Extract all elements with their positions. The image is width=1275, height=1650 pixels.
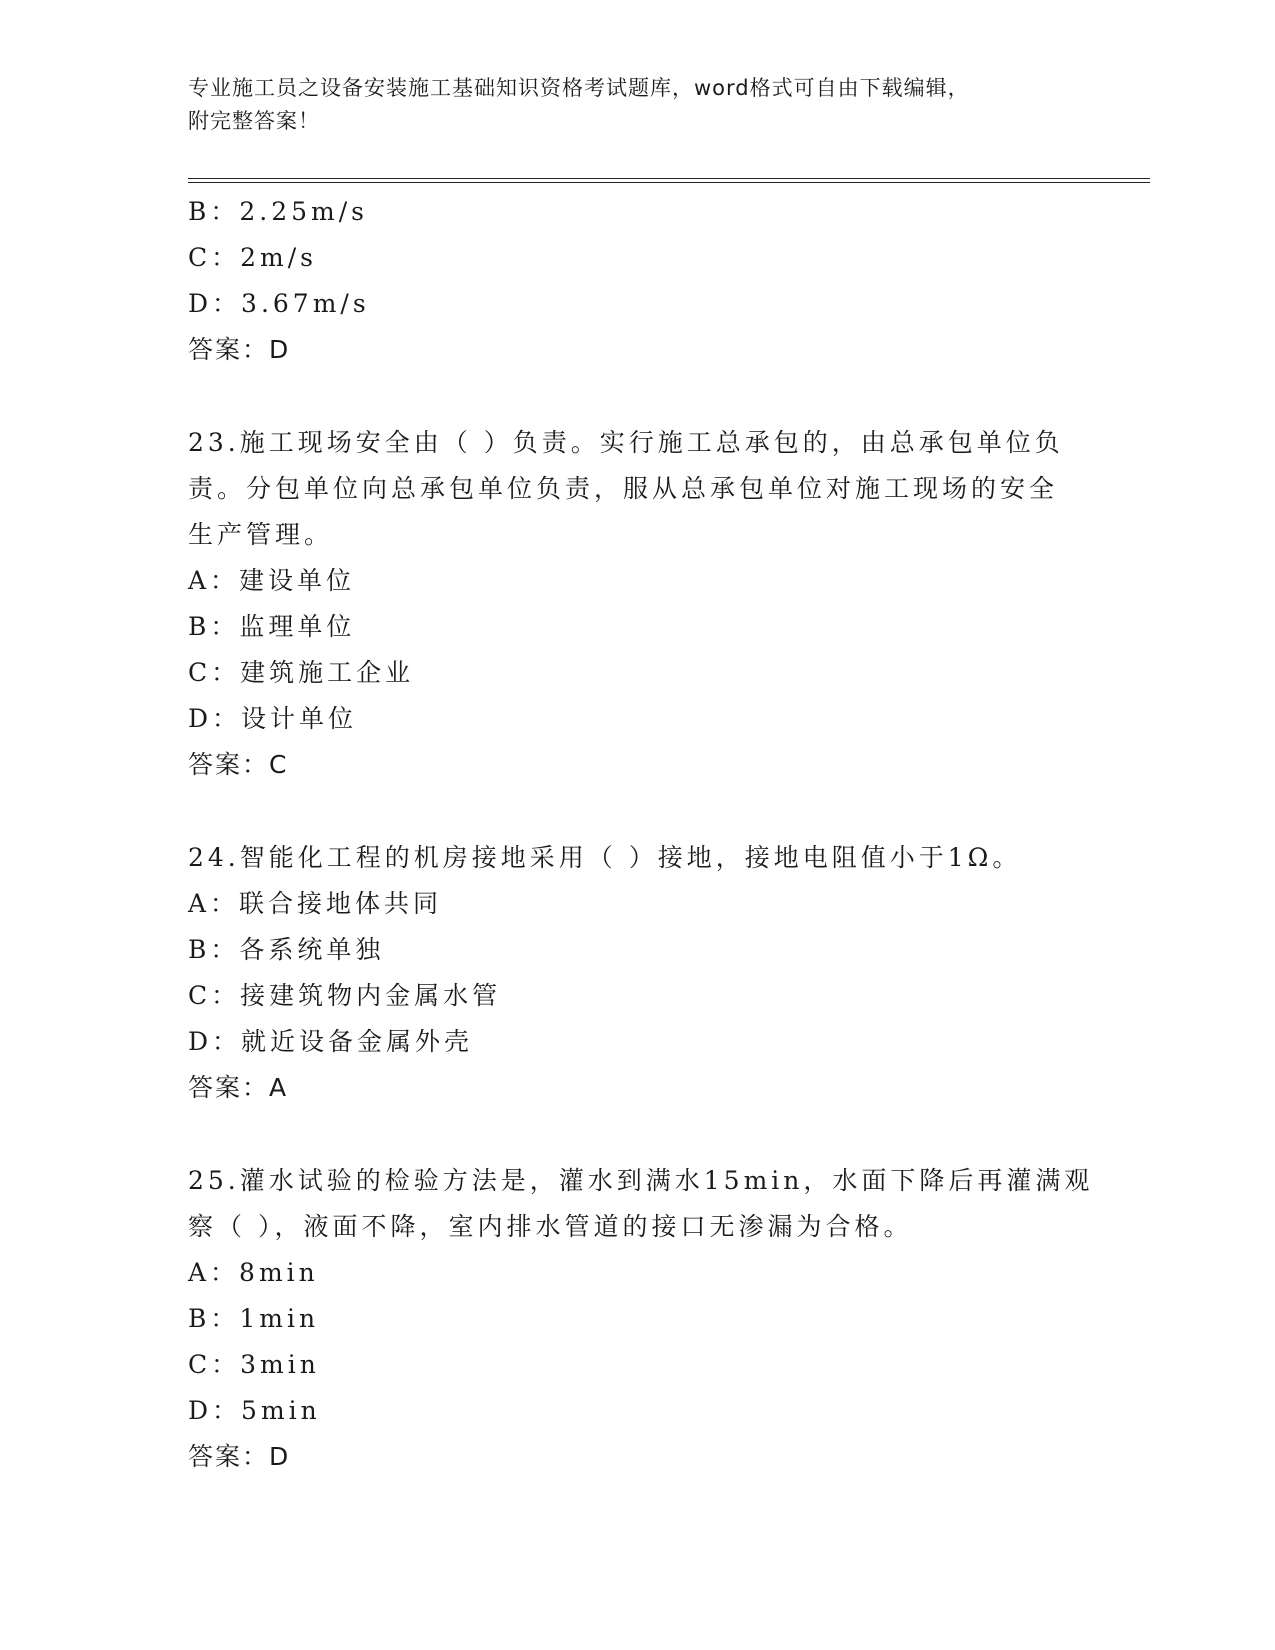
answer-line: 答案：D: [188, 1442, 291, 1471]
prev-question-block: [188, 189, 1068, 373]
spacer: [188, 1111, 1068, 1158]
option-c: C：接建筑物内金属水管: [188, 981, 502, 1010]
option-d: D：3.67m/s: [188, 289, 370, 318]
question-stem-line: 生产管理。: [188, 520, 334, 549]
question-24: [188, 835, 1068, 1111]
question-stem-line: 25.灌水试验的检验方法是，灌水到满水15min，水面下降后再灌满观: [188, 1166, 1094, 1195]
option-a: A：联合接地体共同: [188, 889, 443, 918]
spacer: [188, 788, 1068, 835]
header-divider-top: [188, 178, 1150, 179]
question-stem-line: 责。分包单位向总承包单位负责，服从总承包单位对施工现场的安全: [188, 474, 1059, 503]
option-d: D：设计单位: [188, 704, 358, 733]
option-b: B：各系统单独: [188, 935, 385, 964]
option-d: D：就近设备金属外壳: [188, 1027, 474, 1056]
question-content: [188, 189, 1094, 1480]
question-stem-line: 察（ ），液面不降，室内排水管道的接口无渗漏为合格。: [188, 1212, 913, 1241]
option-d: D：5min: [188, 1396, 321, 1425]
document-header: [188, 72, 1088, 138]
spacer: [188, 373, 1068, 420]
option-a: A：8min: [188, 1258, 319, 1287]
question-stem-line: 24.智能化工程的机房接地采用（ ）接地，接地电阻值小于1Ω。: [188, 843, 1022, 872]
option-c: C：建筑施工企业: [188, 658, 415, 687]
option-c: C：2m/s: [188, 243, 317, 272]
question-stem-line: 23.施工现场安全由（ ）负责。实行施工总承包的，由总承包单位负: [188, 428, 1064, 457]
question-25: [188, 1158, 1094, 1480]
option-b: B：1min: [188, 1304, 320, 1333]
answer-line: 答案：A: [188, 1073, 289, 1102]
header-line-2: 附完整答案！: [188, 109, 320, 133]
answer-line: 答案：D: [188, 335, 291, 364]
option-b: B：2.25m/s: [188, 197, 368, 226]
answer-line: 答案：C: [188, 750, 289, 779]
question-23: [188, 420, 1068, 788]
header-divider-bottom: [188, 182, 1150, 183]
option-b: B：监理单位: [188, 612, 356, 641]
option-c: C：3min: [188, 1350, 320, 1379]
option-a: A：建设单位: [188, 566, 356, 595]
header-line-1: 专业施工员之设备安装施工基础知识资格考试题库，word格式可自由下载编辑，: [188, 76, 970, 100]
